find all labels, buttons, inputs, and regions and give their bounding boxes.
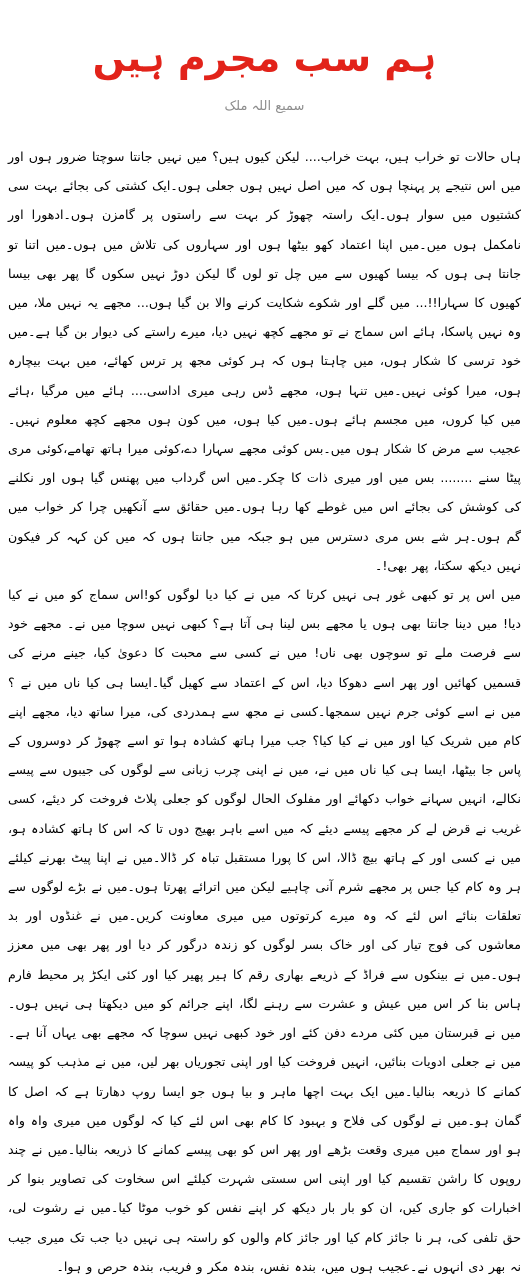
article-body <box>8 142 521 1281</box>
article-title: ہم سب مجرم ہیں <box>92 36 437 80</box>
paragraph-1: ہاں حالات تو خراب ہیں، بہت خراب.... لیکن کیوں ہیں؟ میں نہیں جانتا سوچتا ضرور ہوں اور میں اس نتیجے پر پہنچا ہوں کہ میں اصل نہیں ہوں جعلی ہوں۔ایک کشتی کی بجائے بہت سی کشتیوں میں سوار ہوں۔ایک راستہ چھوڑ کر بہت سے راستوں پر گامزن ہوں۔ادھورا اور نامکمل ہوں میں۔میں اپنا اعتماد کھو بیٹھا ہوں اور سہاروں کی تلاش میں ہوں۔میں اتنا تو جانتا ہی ہوں کہ بیسا کھیوں سے میں چل تو لوں گا لیکن دوڑ نہیں سکوں گا پھر بھی بیسا کھیوں کا سہارا!!... میں گلے اور شکوے شکایت کرنے والا بن گیا ہوں... مجھے یہ نہیں ملا، میں وہ نہیں پاسکا، ہائے اس سماج نے تو مجھے کچھ نہیں دیا، میرے راستے کی دیوار بن گیا ہے۔میں خود ترسی کا شکار ہوں، میں چاہتا ہوں کہ ہر کوئی مجھ پر ترس کھائے، میں بہت بیچارہ ہوں، میرا کوئی نہیں۔میں تنہا ہوں، مجھے ڈس رہی میری اداسی.... ہائے میں مرگیا ،ہائے میں کیا کروں، میں مجسم ہائے ہوں۔میں کیا ہوں، میں کون ہوں مجھے کچھ معلوم نہیں۔عجیب سے مرض کا شکار ہوں میں۔بس کوئی مجھے سہارا دے،کوئی میرا ہاتھ تھامے،کوئی مری پیٹا سنے ........ بس میں اور میری ذات کا چکر۔میں اس گرداب میں پھنس گیا ہوں اور نکلنے کی کوشش کی بجائے اس میں غوطے کھا رہا ہوں۔میں حقائق سے آنکھیں چرا کر خواب میں گم ہوں۔ہر شے بس مری دسترس میں ہو جبکہ میں جانتا ہوں کہ میں کن کہہ کر فیکون نہیں دیکھ سکتا، پھر بھی!۔ <box>8 149 521 573</box>
author-name: سمیع اللہ ملک <box>224 99 305 114</box>
paragraph-2: میں اس پر تو کبھی غور ہی نہیں کرتا کہ میں نے کیا دیا لوگوں کو!اس سماج کو میں نے کیا دیا! میں دینا جانتا بھی ہوں یا مجھے بس لینا ہی آتا ہے؟ کبھی نہیں سوچا میں نے۔ مجھے خود سے فرصت ملے تو سوچوں بھی ناں! میں نے کسی سے محبت کا دعویٰ کیا، جینے مرنے کی قسمیں کھائیں اور پھر اسے دھوکا دیا، اس کے اعتماد سے کھیل گیا۔ایسا ہی کیا ناں میں نے ؟میں نے اسے کوئی جرم نہیں سمجھا۔کسی نے مجھ سے ہمدردی کی، میرا ساتھ دیا، مجھے اپنے کام میں شریک کیا اور میں نے کیا کیا؟ جب میرا ہاتھ کشادہ ہوا تو اسے چھوڑ کر دوسروں کے پاس جا بیٹھا، ایسا ہی کیا ناں میں نے، میں نے اپنی چرب زبانی سے لوگوں کی جیبوں سے پیسے نکالے، انہیں سہانے خواب دکھائے اور مفلوک الحال لوگوں کو جعلی پلاٹ فروخت کر دیئے، کسی غریب نے قرض لے کر مجھے پیسے دیئے کہ میں اسے باہر بھیج دوں تا کہ اس کا ہاتھ کشادہ ہو، میں نے کسی اور کے ہاتھ بیچ ڈالا، اس کا پورا مستقبل تباہ کر ڈالا۔میں نے اپنا پیٹ بھرنے کیلئے ہر وہ کام کیا جس پر مجھے شرم آنی چاہیے لیکن میں اترائے پھرتا ہوں۔میں نے بڑے لوگوں سے تعلقات بنائے اس لئے کہ وہ میرے کرتوتوں میں میری معاونت کریں۔میں نے غنڈوں اور بد معاشوں کی فوج تیار کی اور خاک بسر لوگوں کو زندہ درگور کر دیا اور پھر بھی میں معزز ہوں۔میں نے بینکوں سے فراڈ کے ذریعے بھاری رقم کا ہیر پھیر کیا اور کئی ایکڑ پر محیط فارم ہاس بنا کر اس میں عیش و عشرت سے رہنے لگا، اپنے جرائم کو میں دیکھتا ہی نہیں ہوں۔میں نے قبرستان میں کئی مردے دفن کئے اور خود کبھی نہیں سوچا کہ مجھے بھی یہاں آنا ہے۔میں نے جعلی ادویات بنائیں، انہیں فروخت کیا اور اپنی تجوریاں بھر لیں، میں نے مذہب کو پیسہ کمانے کا ذریعہ بنالیا۔میں ایک بہت اچھا ماہر و بیا ہوں جو ایسا روپ دھارتا ہے کہ اصل کا گمان ہو۔میں نے لوگوں کی فلاح و بہبود کا کام بھی اس لئے کیا کہ لوگوں میں میری واہ واہ ہو اور سماج میں میری وقعت بڑھے اور پھر اس کو بھی پیسے کمانے کا ذریعہ بنالیا۔میں نے چند روپوں کا راشن تقسیم کیا اور اپنی اس سستی شہرت کیلئے اس سخاوت کی تصاویر بنوا کر اخبارات کو جاری کیں، ان کو بار بار دیکھ کر اپنے نفس کو خوب موٹا کیا۔میں نے رشوت لی، حق تلفی کی، ہر نا جائز کام کیا اور جائز کام والوں کو راستہ ہی نہیں دیا جب تک میری جیب نہ بھر دی انہوں نے۔عجیب ہوں میں، بندہ نفس، بندہ مکر و فریب، بندہ حرص و ہوا۔ <box>8 587 521 1274</box>
